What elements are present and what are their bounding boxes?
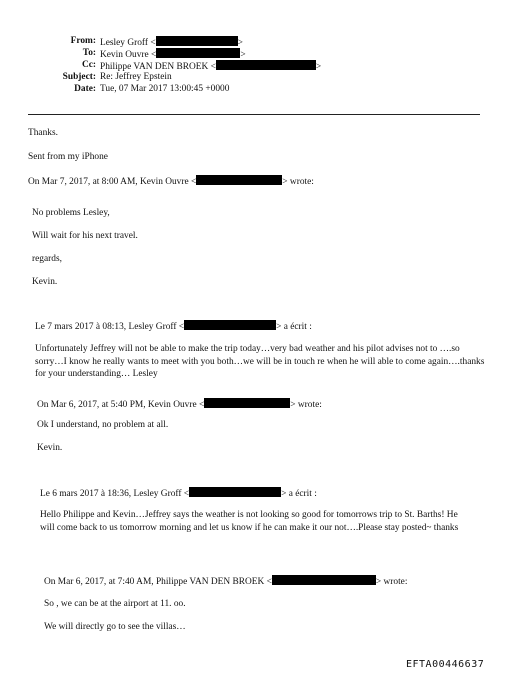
redaction-box [204,398,290,408]
quote-header-text: On Mar 6, 2017, at 5:40 PM, Kevin Ouvre < [37,400,205,410]
quote-header-text: Le 7 mars 2017 à 08:13, Lesley Groff < [35,322,185,332]
from-label: From: [70,36,96,46]
msg1-line: regards, [32,254,62,264]
redaction-box [189,487,281,497]
document-id: EFTA00446637 [406,659,485,670]
quote-header-text: Le 6 mars 2017 à 18:36, Lesley Groff < [40,489,190,499]
thanks-line: Thanks. [28,128,58,138]
msg2-paragraph: Unfortunately Jeffrey will not be able to make the trip today…very bad weather and his pilot advises not to ….so sorry…I know he really wants to meet with you both…we will be in touch re when he will able to come again….thanks for your understanding… Lesley [35,344,485,379]
redaction-box [216,60,316,70]
from-name: Lesley Groff < [100,38,156,48]
close-bracket: > [240,50,246,60]
quote-header-5 [44,575,407,588]
redaction-box [196,175,282,185]
msg5-line: So , we can be at the airport at 11. oo. [44,599,186,609]
redaction-box [156,36,238,46]
msg3-line: Ok I understand, no problem at all. [37,420,169,430]
quote-header-2 [35,320,312,333]
subject-label: Subject: [62,72,96,82]
msg3-line: Kevin. [37,443,63,453]
cc-label: Cc: [81,60,96,70]
quote-header-3 [37,398,322,411]
date-value: Tue, 07 Mar 2017 13:00:45 +0000 [100,84,230,94]
quote-header-1 [28,175,314,188]
subject-value: Re: Jeffrey Epstein [100,72,172,82]
date-label: Date: [74,84,96,94]
redaction-box [156,48,240,58]
quote-header-suffix: > wrote: [290,400,322,410]
msg1-line: Kevin. [32,277,58,287]
to-label: To: [82,48,96,58]
msg4-paragraph: Hello Philippe and Kevin…Jeffrey says the weather is not looking so good for tomorrows trip to St. Barths! He will come back to us tomorrow morning and let us know if he can make it our not….Please stay posted~ thanks [40,510,459,533]
quote-header-4 [40,487,317,500]
msg1-line: No problems Lesley, [32,208,110,218]
quote-header-suffix: > a écrit : [281,489,317,499]
msg5-line: We will directly go to see the villas… [44,622,186,632]
quote-header-suffix: > a écrit : [276,322,312,332]
quote-header-text: On Mar 7, 2017, at 8:00 AM, Kevin Ouvre < [28,177,197,187]
close-bracket: > [237,38,243,48]
redaction-box [184,320,276,330]
redaction-box [272,575,376,585]
sent-from-line: Sent from my iPhone [28,152,108,162]
close-bracket: > [315,62,322,72]
quote-header-suffix: > wrote: [282,177,314,187]
header-divider [28,114,480,115]
msg1-line: Will wait for his next travel. [32,231,138,241]
cc-name: Philippe VAN DEN BROEK < [100,62,216,72]
quote-header-suffix: > wrote: [375,577,408,587]
quote-header-text: On Mar 6, 2017, at 7:40 AM, Philippe VAN DEN BROEK < [44,577,272,587]
to-name: Kevin Ouvre < [100,50,157,60]
